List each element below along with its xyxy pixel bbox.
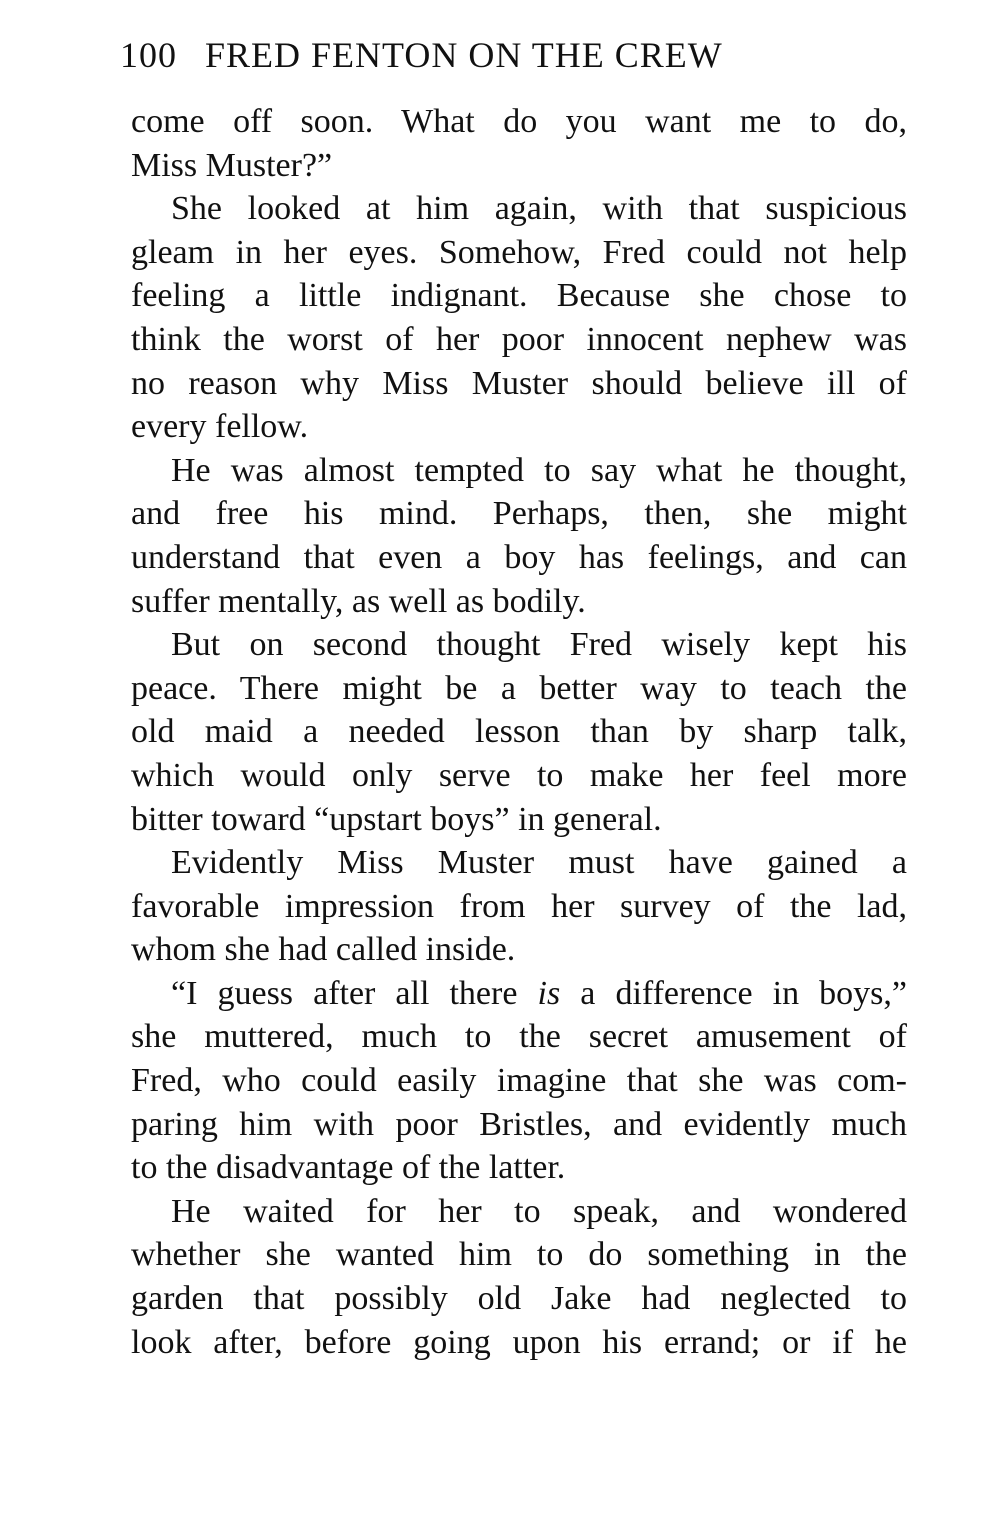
text-line: feeling a little indignant. Because she chose to: [131, 277, 907, 315]
text-line: think the worst of her poor innocent nephew was: [131, 320, 907, 358]
text-line: she muttered, much to the secret amusement of: [131, 1018, 907, 1056]
running-head: [120, 30, 920, 80]
text-line: peace. There might be a better way to teach the: [131, 669, 907, 707]
text-line: which would only serve to make her feel more: [131, 756, 907, 794]
text-line: [131, 972, 907, 1016]
text-line: Miss Muster?”: [131, 146, 333, 184]
text-line: every fellow.: [131, 408, 309, 446]
text-line: She looked at him again, with that suspicious: [171, 190, 907, 228]
text-line: bitter toward “upstart boys” in general.: [131, 800, 662, 838]
italic-word: is: [537, 974, 561, 1012]
text-run: “I guess after all there: [171, 974, 518, 1012]
page-number: 100: [120, 35, 177, 75]
text-line: to the disadvantage of the latter.: [131, 1149, 566, 1187]
text-run: a difference in boys,”: [580, 974, 908, 1012]
text-line: come off soon. What do you want me to do,: [131, 103, 907, 140]
text-line: understand that even a boy has feelings, and can: [131, 538, 907, 576]
text-line: and free his mind. Perhaps, then, she might: [131, 495, 907, 533]
text-line: garden that possibly old Jake had neglected to: [131, 1280, 907, 1318]
body-text: [131, 100, 907, 1364]
text-line: He was almost tempted to say what he thought,: [171, 451, 907, 489]
text-line: look after, before going upon his errand; or if he: [131, 1323, 907, 1361]
text-line: Evidently Miss Muster must have gained a: [171, 844, 907, 882]
text-line: But on second thought Fred wisely kept his: [171, 626, 907, 664]
text-line: He waited for her to speak, and wondered: [171, 1192, 907, 1230]
text-line: suffer mentally, as well as bodily.: [131, 582, 586, 620]
text-line: old maid a needed lesson than by sharp talk,: [131, 713, 907, 751]
text-line: no reason why Miss Muster should believe ill of: [131, 364, 907, 402]
text-line: gleam in her eyes. Somehow, Fred could not help: [131, 233, 907, 271]
text-line: favorable impression from her survey of the lad,: [131, 887, 907, 925]
text-line: whether she wanted him to do something in the: [131, 1236, 907, 1274]
text-line: paring him with poor Bristles, and evidently much: [131, 1105, 907, 1143]
running-title: FRED FENTON ON THE CREW: [205, 35, 723, 75]
text-line: whom she had called inside.: [131, 931, 516, 969]
text-line: Fred, who could easily imagine that she was com-: [131, 1062, 907, 1100]
